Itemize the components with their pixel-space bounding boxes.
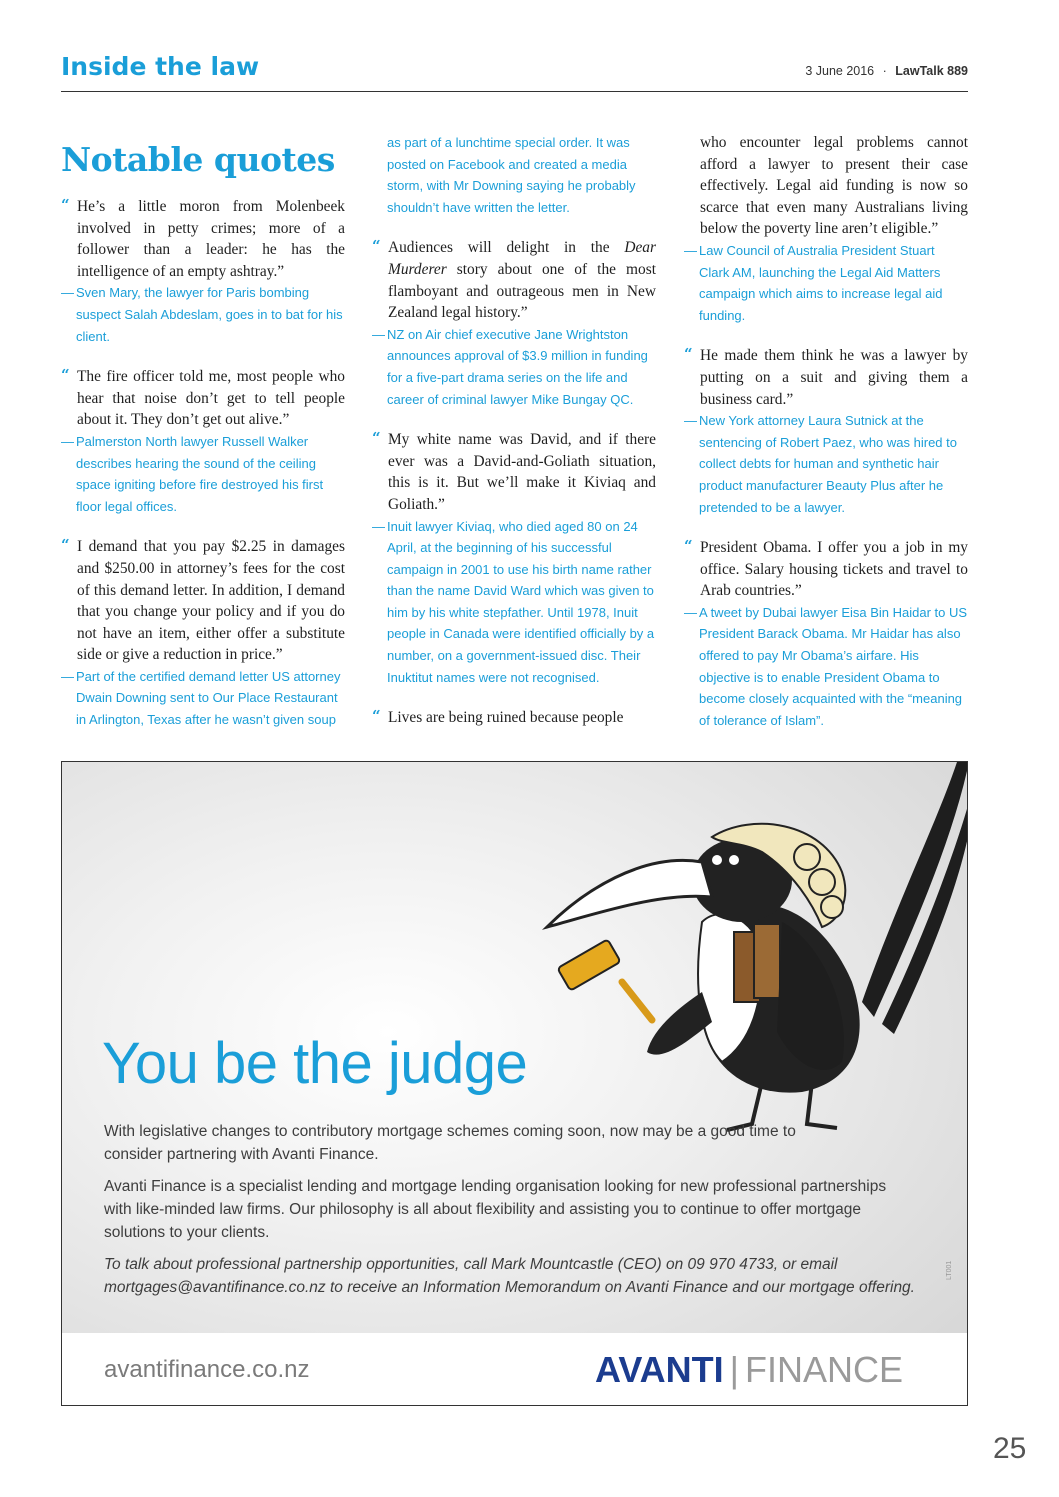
page-header xyxy=(61,50,968,92)
quote-attribution: — NZ on Air chief executive Jane Wrightston announces approval of $3.9 million in funding for a five-part drama series on the life and career of criminal lawyer Mike Bungay QC. xyxy=(372,324,656,410)
dash-icon: — xyxy=(684,413,697,429)
article-title: Notable quotes xyxy=(61,140,335,179)
ad-contact-paragraph: To talk about professional partnership opportunities, call Mark Mountcastle (CEO) on 09 970 4733, or email mortgages@avantifinance.co.nz to receive an Information Memorandum on Avanti Finance and our mortgage offering. xyxy=(104,1256,915,1296)
magazine-name: LawTalk 889 xyxy=(895,64,968,78)
quote-mark-icon: “ xyxy=(372,429,381,448)
quote-item xyxy=(372,707,656,729)
logo-separator: | xyxy=(729,1349,740,1390)
quote-mark-icon: “ xyxy=(372,707,381,726)
logo-avanti: AVANTI xyxy=(595,1349,724,1390)
quote-text: “ Audiences will delight in the Dear Murderer story about one of the most flamboyant and outrageous men in New Zealand legal history.” xyxy=(372,237,656,322)
ad-website-link[interactable]: avantifinance.co.nz xyxy=(104,1356,310,1383)
avanti-finance-logo xyxy=(595,1349,903,1391)
quote-item xyxy=(684,345,968,518)
quote-text: “ I demand that you pay $2.25 in damages and $250.00 in attorney’s fees for the cost of this demand letter. In addition, I demand that you change your policy and if you do not have an item, either offer a substitute side or give a reduction in price.” xyxy=(61,536,345,664)
quote-attribution: — A tweet by Dubai lawyer Eisa Bin Haidar to US President Barack Obama. Mr Haidar has also offered to pay Mr Obama’s airfare. His objective is to enable President Obama to become closely acquainted with the “meaning of tolerance of Islam”. xyxy=(684,602,968,732)
issue-info xyxy=(805,64,968,78)
quote-text: “ President Obama. I offer you a job in my office. Salary housing tickets and travel to Arab countries.” xyxy=(684,537,968,600)
quote-text: “ The fire officer told me, most people who hear that noise don’t get to tell people about it. They don’t get out alive.” xyxy=(61,366,345,429)
dash-icon: — xyxy=(61,285,74,301)
quote-item xyxy=(61,536,345,730)
quote-item-continued xyxy=(684,132,968,326)
article-column-1 xyxy=(61,132,345,750)
dash-icon: — xyxy=(684,604,697,620)
dash-icon: — xyxy=(61,668,74,684)
dash-icon: — xyxy=(372,326,385,342)
article-column-2 xyxy=(372,132,656,748)
article-column-3 xyxy=(684,132,968,750)
logo-finance: FINANCE xyxy=(745,1349,904,1390)
quote-item xyxy=(61,196,345,347)
quote-mark-icon: “ xyxy=(684,345,693,364)
ad-paragraph-2: Avanti Finance is a specialist lending and mortgage lending organisation looking for new professional partnerships with like-minded law firms. Our philosophy is all about flexibility and assisting you to continue to offer mortgage solutions to your clients. xyxy=(104,1178,887,1241)
advertisement xyxy=(61,761,968,1406)
quote-item xyxy=(372,429,656,688)
ad-code: LT001 xyxy=(946,1260,953,1280)
quote-mark-icon: “ xyxy=(61,366,70,385)
quote-mark-icon: “ xyxy=(61,536,70,555)
issue-date: 3 June 2016 xyxy=(805,64,875,78)
quote-text-continued: who encounter legal problems cannot afford a lawyer to present their case effectively. Legal aid funding is now so scarce that even many Australians living below the poverty line aren’t eligible.” xyxy=(700,134,968,238)
dash-icon: — xyxy=(372,518,385,534)
quote-attribution: — New York attorney Laura Sutnick at the sentencing of Robert Paez, who was hired to collect debts for human and synthetic hair product manufacturer Beauty Plus after he pretended to be a lawyer. xyxy=(684,410,968,518)
quote-text: “ Lives are being ruined because people xyxy=(372,707,624,727)
dash-icon: — xyxy=(684,242,697,258)
quote-attribution: — Law Council of Australia President Stuart Clark AM, launching the Legal Aid Matters campaign which aims to increase legal aid funding. xyxy=(684,240,968,326)
quote-text: “ He’s a little moron from Molenbeek involved in petty crimes; more of a follower than a leader: he has the intelligence of an empty ashtray.” xyxy=(61,196,345,280)
issue-separator: · xyxy=(882,64,887,78)
quote-attribution: — Part of the certified demand letter US attorney Dwain Downing sent to Our Place Restaurant in Arlington, Texas after he wasn’t given soup xyxy=(61,666,345,731)
quote-mark-icon: “ xyxy=(684,537,693,556)
quote-item xyxy=(372,237,656,410)
page-number: 25 xyxy=(993,1432,1027,1465)
section-title: Inside the law xyxy=(61,52,260,81)
quote-attribution-continued: as part of a lunchtime special order. It was posted on Facebook and created a media storm, with Mr Downing saying he probably shouldn’t have written the letter. xyxy=(387,135,636,215)
quote-mark-icon: “ xyxy=(61,196,70,214)
quote-text: “ He made them think he was a lawyer by putting on a suit and giving them a business card.” xyxy=(684,345,968,408)
quote-item xyxy=(61,366,345,517)
dash-icon: — xyxy=(61,433,74,449)
quote-attribution: — Palmerston North lawyer Russell Walker describes hearing the sound of the ceiling space igniting before fire destroyed his first floor legal offices. xyxy=(61,431,345,517)
quote-mark-icon: “ xyxy=(372,237,381,256)
ad-headline: You be the judge xyxy=(102,1031,528,1096)
ad-footer xyxy=(62,1333,968,1406)
quote-attribution: — Inuit lawyer Kiviaq, who died aged 80 on 24 April, at the beginning of his successful campaign in 2001 to use his birth name rather than the name David Ward which was given to him by his white stepfather. Until 1978, Inuit people in Canada were identified officially by a number, on a government-issued disc. Their Inuktitut names were not recognised. xyxy=(372,516,656,689)
quote-text: “ My white name was David, and if there ever was a David-and-Goliath situation, this is it. But we’ll make it Kiviaq and Goliath.” xyxy=(372,429,656,513)
ad-paragraph-1: With legislative changes to contributory mortgage schemes coming soon, now may be a good time to consider partnering with Avanti Finance. xyxy=(104,1123,796,1163)
quote-item xyxy=(684,537,968,731)
quote-attribution: — Sven Mary, the lawyer for Paris bombing suspect Salah Abdeslam, goes in to bat for his client. xyxy=(61,282,345,347)
